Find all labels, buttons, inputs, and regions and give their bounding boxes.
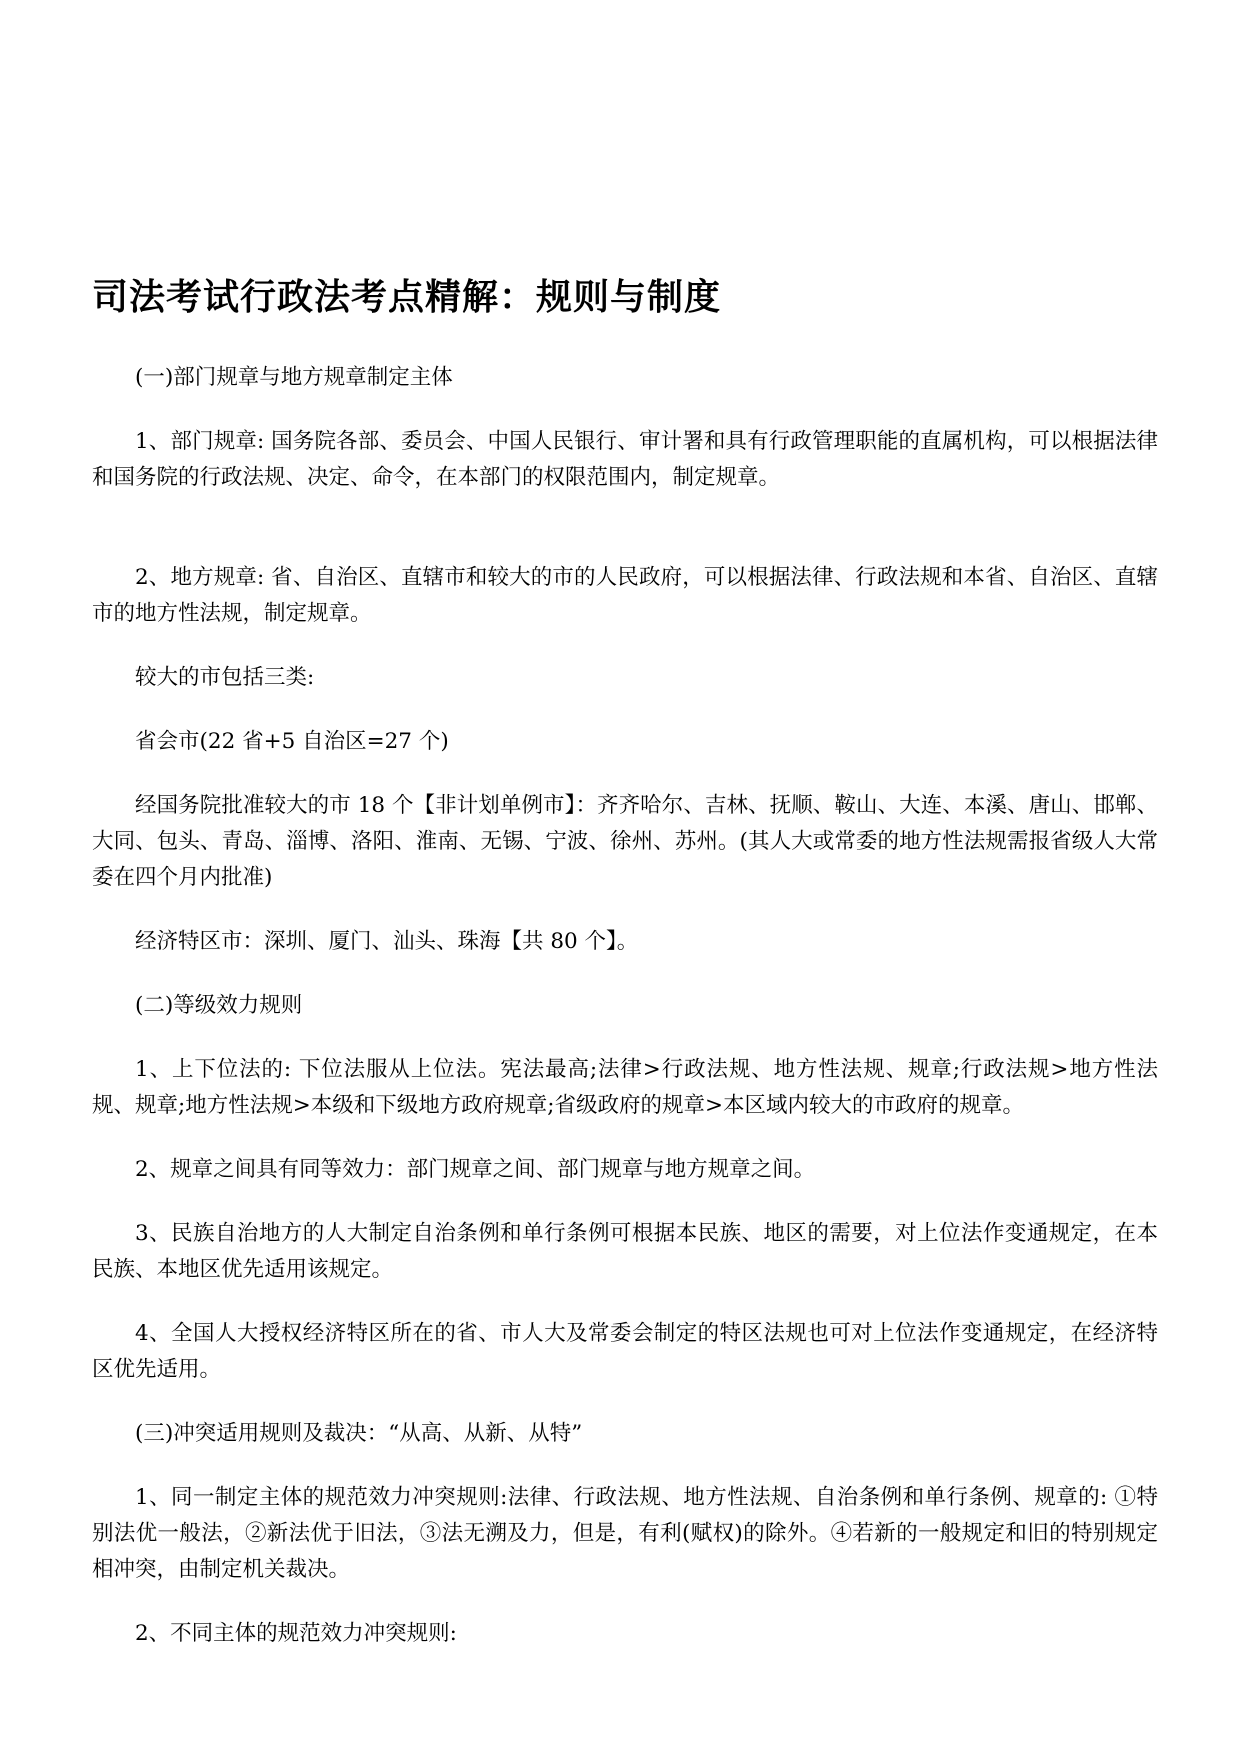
document-title: 司法考试行政法考点精解：规则与制度 <box>92 277 722 318</box>
section-heading-1: (一)部门规章与地方规章制定主体 <box>135 365 453 390</box>
paragraph-same-subject-conflict: 1、同一制定主体的规范效力冲突规则:法律、行政法规、地方性法规、自治条例和单行条例、规章的: ①特别法优一般法，②新法优于旧法，③法无溯及力，但是，有利(赋权)的除外。④若新的一般规定和旧的特别规定相冲突，由制定机关裁决。 <box>92 1485 1158 1582</box>
paragraph-department-rules: 1、部门规章: 国务院各部、委员会、中国人民银行、审计署和具有行政管理职能的直属机构，可以根据法律和国务院的行政法规、决定、命令，在本部门的权限范围内，制定规章。 <box>92 429 1158 490</box>
paragraph-special-zones: 经济特区市：深圳、厦门、汕头、珠海【共 80 个】。 <box>135 929 639 954</box>
paragraph-hierarchy: 1、上下位法的: 下位法服从上位法。宪法最高;法律>行政法规、地方性法规、规章;行政法规>地方性法规、规章;地方性法规>本级和下级地方政府规章;省级政府的规章>本区域内较大的市政府的规章。 <box>92 1057 1158 1118</box>
paragraph-local-rules: 2、地方规章: 省、自治区、直辖市和较大的市的人民政府，可以根据法律、行政法规和本省、自治区、直辖市的地方性法规，制定规章。 <box>92 565 1158 626</box>
section-heading-2: (二)等级效力规则 <box>135 993 303 1018</box>
paragraph-autonomous-regions: 3、民族自治地方的人大制定自治条例和单行条例可根据本民族、地区的需要，对上位法作变通规定，在本民族、本地区优先适用该规定。 <box>92 1221 1158 1282</box>
paragraph-approved-cities: 经国务院批准较大的市 18 个【非计划单例市】：齐齐哈尔、吉林、抚顺、鞍山、大连、本溪、唐山、邯郸、大同、包头、青岛、淄博、洛阳、淮南、无锡、宁波、徐州、苏州。(其人大或常委的地方性法规需报省级人大常委在四个月内批准) <box>92 793 1158 890</box>
paragraph-special-zone-laws: 4、全国人大授权经济特区所在的省、市人大及常委会制定的特区法规也可对上位法作变通规定，在经济特区优先适用。 <box>92 1321 1158 1382</box>
document-page <box>92 272 1158 1680</box>
paragraph-different-subject-conflict: 2、不同主体的规范效力冲突规则: <box>135 1621 457 1646</box>
section-heading-3: (三)冲突适用规则及裁决：“从高、从新、从特” <box>135 1421 583 1446</box>
paragraph-provincial-capitals: 省会市(22 省+5 自治区=27 个) <box>135 729 449 754</box>
paragraph-equal-effect: 2、规章之间具有同等效力：部门规章之间、部门规章与地方规章之间。 <box>135 1157 816 1182</box>
paragraph-larger-cities-intro: 较大的市包括三类: <box>135 665 315 690</box>
